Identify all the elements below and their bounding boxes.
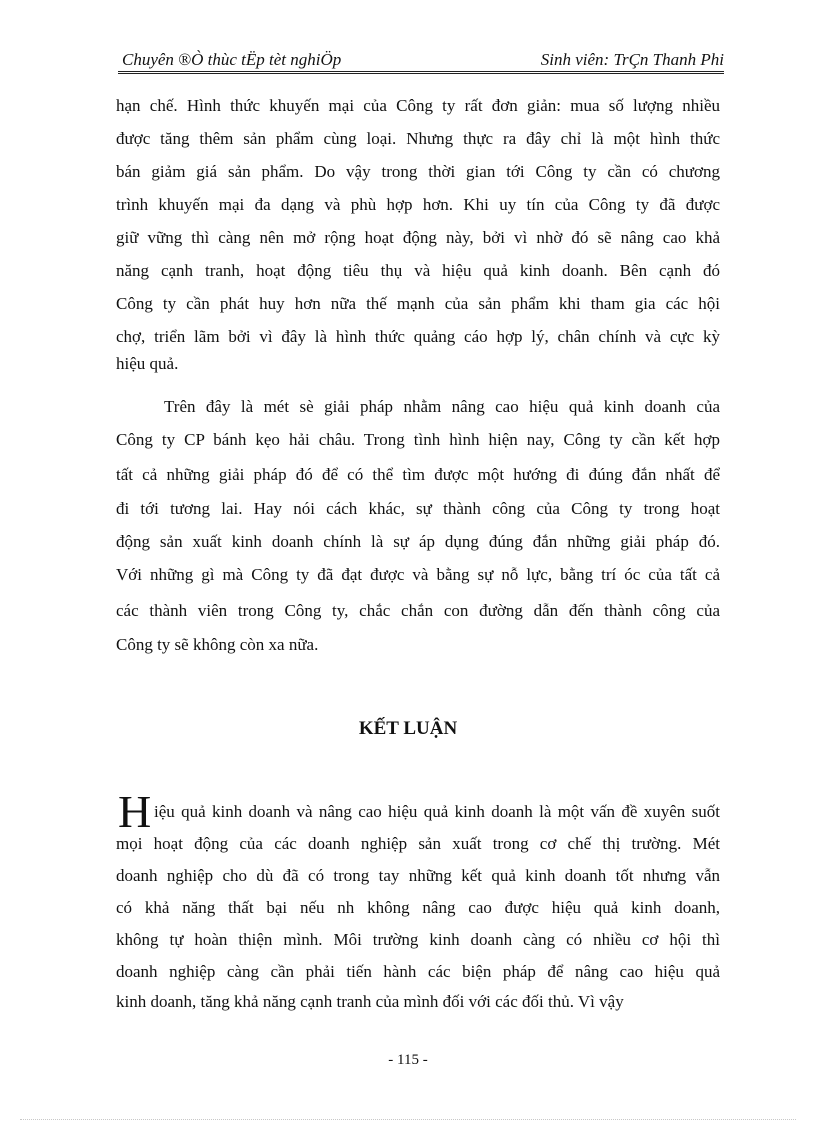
body-line: năng cạnh tranh, hoạt động tiêu thụ và hiệu quả kinh doanh. Bên cạnh đó xyxy=(116,261,720,280)
body-line: được tăng thêm sản phẩm cùng loại. Nhưng thực ra đây chỉ là một hình thức xyxy=(116,129,720,148)
body-line: có khả năng thất bại nếu nh không nâng cao được hiệu quả kinh doanh, xyxy=(116,898,720,917)
body-line: hạn chế. Hình thức khuyến mại của Công ty rất đơn giản: mua số lượng nhiều xyxy=(116,96,720,115)
conclusion-heading: KẾT LUẬN xyxy=(358,718,458,739)
body-line: Công ty cần phát huy hơn nữa thế mạnh của sản phẩm khi tham gia các hội xyxy=(116,294,720,313)
body-line: đi tới tương lai. Hay nói cách khác, sự thành công của Công ty trong hoạt xyxy=(116,499,720,518)
body-line: kinh doanh, tăng khả năng cạnh tranh của mình đối với các đối thủ. Vì vậy xyxy=(116,992,624,1011)
page-header xyxy=(118,49,724,74)
body-line: mọi hoạt động của các doanh nghiệp sản xuất trong cơ chế thị trường. Mét xyxy=(116,834,720,853)
body-line: không tự hoàn thiện mình. Môi trường kinh doanh càng có nhiều cơ hội thì xyxy=(116,930,720,949)
body-line: bán giảm giá sản phẩm. Do vậy trong thời gian tới Công ty cần có chương xyxy=(116,162,720,181)
body-line: Công ty CP bánh kẹo hải châu. Trong tình hình hiện nay, Công ty cần kết hợp xyxy=(116,430,720,449)
drop-cap: H xyxy=(118,789,152,829)
body-line: chợ, triển lãm bởi vì đây là hình thức quảng cáo hợp lý, chân chính và cực kỳ xyxy=(116,327,720,346)
body-line: Với những gì mà Công ty đã đạt được và bằng sự nỗ lực, bằng trí óc của tất cả xyxy=(116,565,720,584)
body-line: giữ vững thì càng nên mở rộng hoạt động này, bởi vì nhờ đó sẽ nâng cao khả xyxy=(116,228,720,247)
header-report-title: Chuyên ®Ò thùc tËp tèt nghiÖp xyxy=(122,50,342,69)
body-line: trình khuyến mại đa dạng và phù hợp hơn. Khi uy tín của Công ty đã được xyxy=(116,195,720,214)
body-line: iệu quả kinh doanh và nâng cao hiệu quả kinh doanh là một vấn đề xuyên suốt xyxy=(154,802,720,821)
body-line: doanh nghiệp càng cần phải tiến hành các biện pháp để nâng cao hiệu quả xyxy=(116,962,720,981)
body-line: các thành viên trong Công ty, chắc chắn con đường dẫn đến thành công của xyxy=(116,601,720,620)
header-student-name: Sinh viên: TrÇn Thanh Phi xyxy=(540,50,724,69)
body-line: doanh nghiệp cho dù đã có trong tay những kết quả kinh doanh tốt nhưng vẫn xyxy=(116,866,720,885)
footer-divider xyxy=(20,1119,796,1120)
body-line: động sản xuất kinh doanh chính là sự áp dụng đúng đắn những giải pháp đó. xyxy=(116,532,720,551)
body-line: hiệu quả. xyxy=(116,354,179,373)
body-line: tất cả những giải pháp đó để có thể tìm được một hướng đi đúng đắn nhất để xyxy=(116,465,720,484)
body-line: Công ty sẽ không còn xa nữa. xyxy=(116,635,319,654)
body-line: Trên đây là mét sè giải pháp nhằm nâng cao hiệu quả kinh doanh của xyxy=(164,397,720,416)
page-number: - 115 - xyxy=(388,1052,428,1068)
